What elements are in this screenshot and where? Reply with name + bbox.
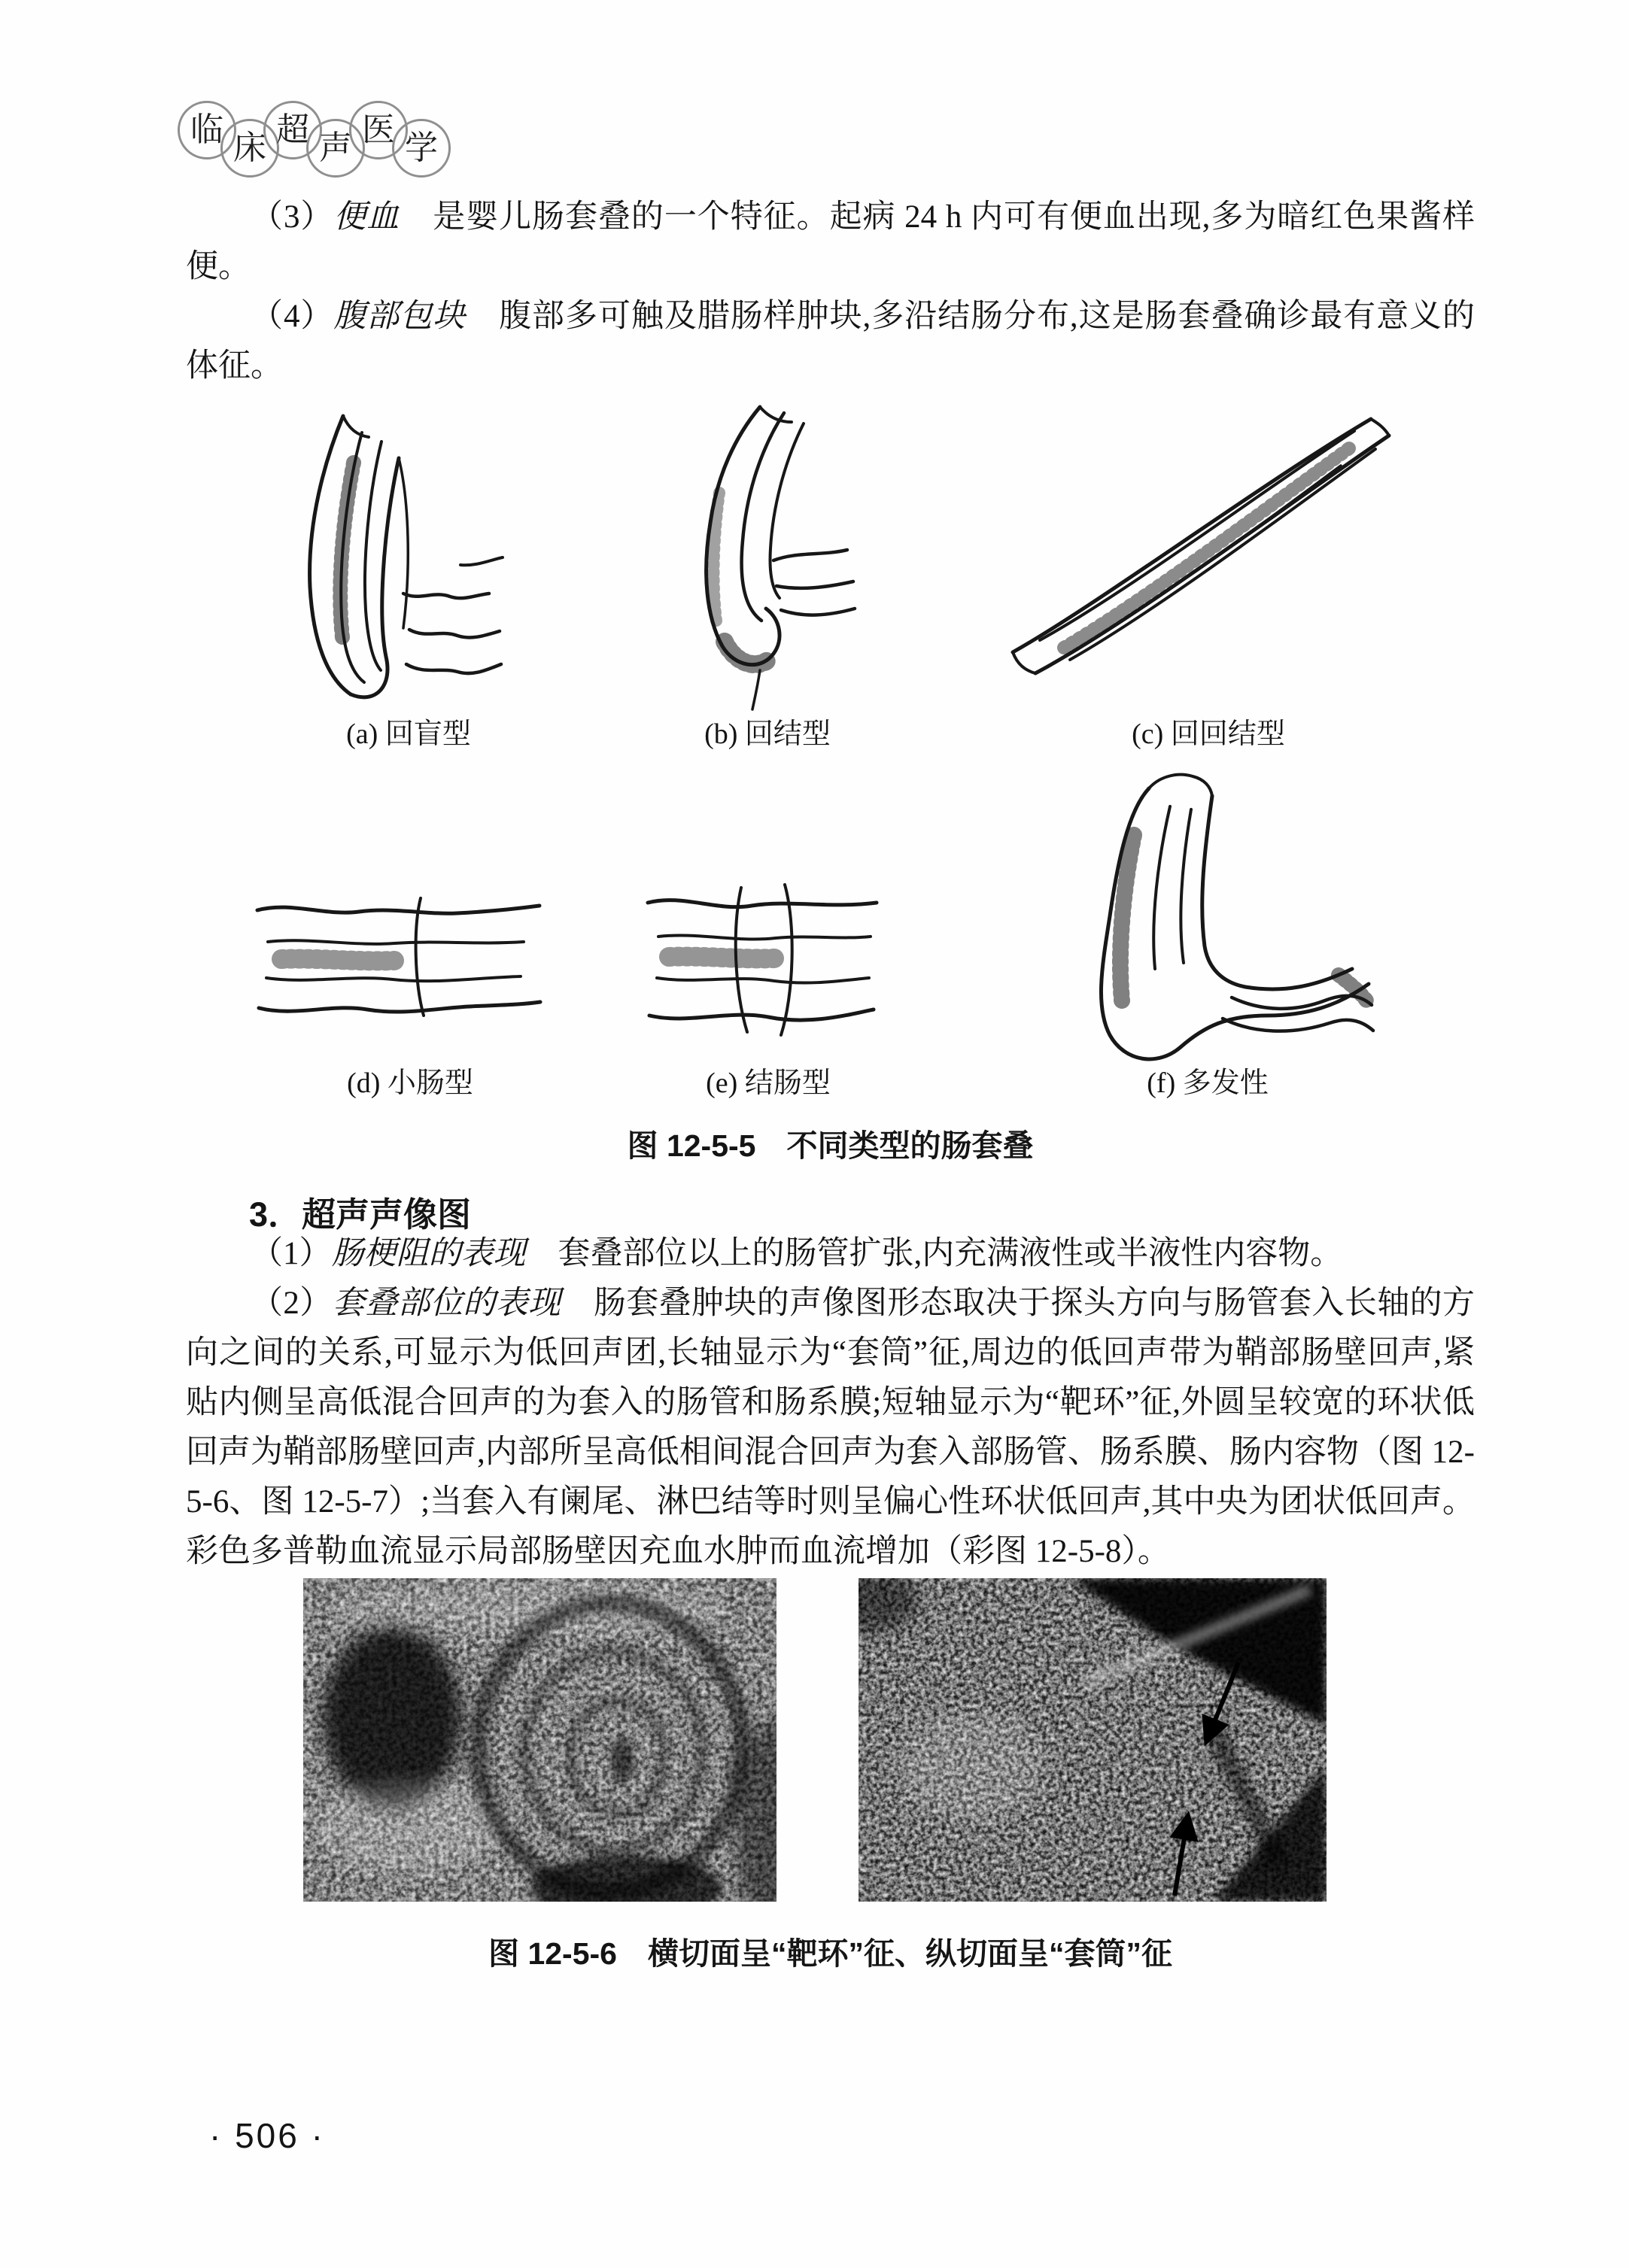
page-number: · 506 · — [209, 2116, 325, 2155]
body-text-top — [186, 193, 1475, 391]
illustration-ileocolic-type — [647, 402, 907, 711]
logo-char-circle: 临 — [178, 101, 236, 159]
paragraph-term: 便血 — [333, 199, 400, 235]
body-text-mid — [186, 1229, 1475, 1577]
paragraph-text: 是婴儿肠套叠的一个特征。起病 24 h 内可有便血出现,多为暗红色果酱样便。 — [186, 199, 1476, 284]
paragraph-abdominal-mass — [186, 292, 1475, 391]
logo-char-circle: 超 — [263, 101, 322, 159]
paragraph-number: （4） — [251, 299, 334, 334]
figure2-caption: 图 12-5-6 横切面呈“靶环”征、纵切面呈“套筒”征 — [488, 1936, 1172, 1971]
paragraph-obstruction — [186, 1229, 1475, 1279]
paragraph-term: 肠梗阻的表现 — [331, 1236, 526, 1271]
illustration-colonic-type — [642, 865, 907, 1053]
paragraph-number: （1） — [251, 1236, 332, 1271]
figure1-caption: 图 12-5-5 不同类型的肠套叠 — [627, 1128, 1034, 1163]
figure-label-e: (e) 结肠型 — [706, 1067, 831, 1099]
logo-char-circle: 声 — [306, 119, 365, 178]
book-logo — [178, 101, 463, 185]
logo-char-circle: 床 — [220, 119, 279, 178]
section-heading: 3．超声声像图 — [249, 1195, 472, 1234]
paragraph-term: 套叠部位的表现 — [332, 1286, 561, 1321]
paragraph-term: 腹部包块 — [333, 299, 467, 334]
illustration-small-bowel-type — [251, 873, 545, 1042]
figure-label-c: (c) 回回结型 — [1132, 718, 1285, 750]
figure-label-b: (b) 回结型 — [704, 718, 831, 750]
logo-char-circle: 学 — [392, 119, 451, 178]
ultrasound-image-sleeve-sign — [859, 1578, 1327, 1902]
illustration-ileo-ileocolic-type — [1001, 402, 1400, 677]
paragraph-text: 腹部多可触及腊肠样肿块,多沿结肠分布,这是肠套叠确诊最有意义的体征。 — [186, 299, 1476, 384]
illustration-multiple-type — [1038, 767, 1376, 1076]
paragraph-number: （2） — [251, 1286, 333, 1321]
ultrasound-image-target-sign — [303, 1578, 777, 1902]
logo-char-circle: 医 — [349, 101, 408, 159]
paragraph-number: （3） — [251, 199, 334, 235]
illustration-ileocecal-type — [271, 410, 534, 703]
paragraph-text: 套叠部位以上的肠管扩张,内充满液性或半液性内容物。 — [525, 1236, 1343, 1271]
paragraph-intussusception-site — [186, 1279, 1475, 1577]
figure-label-f: (f) 多发性 — [1147, 1067, 1269, 1099]
paragraph-text: 肠套叠肿块的声像图形态取决于探头方向与肠管套入长轴的方向之间的关系,可显示为低回声团,长轴显示为“套筒”征,周边的低回声带为鞘部肠壁回声,紧贴内侧呈高低混合回声的为套入的肠管和肠系膜;短轴显示为“靶环”征,外圆呈较宽的环状低回声为鞘部肠壁回声,内部所呈高低相间混合回声为套入部肠管、肠系膜、肠内容物（图 12-5-6、图 12-5-7）;当套入有阑尾、淋巴结等时则呈偏心性环状低回声,其中央为团状低回声。彩色多普勒血流显示局部肠壁因充血水肿而血流增加（彩图 12-5-8）。 — [186, 1286, 1476, 1569]
figure-label-d: (d) 小肠型 — [347, 1067, 473, 1099]
paragraph-blood-stool — [186, 193, 1475, 292]
figure-label-a: (a) 回盲型 — [346, 718, 471, 750]
